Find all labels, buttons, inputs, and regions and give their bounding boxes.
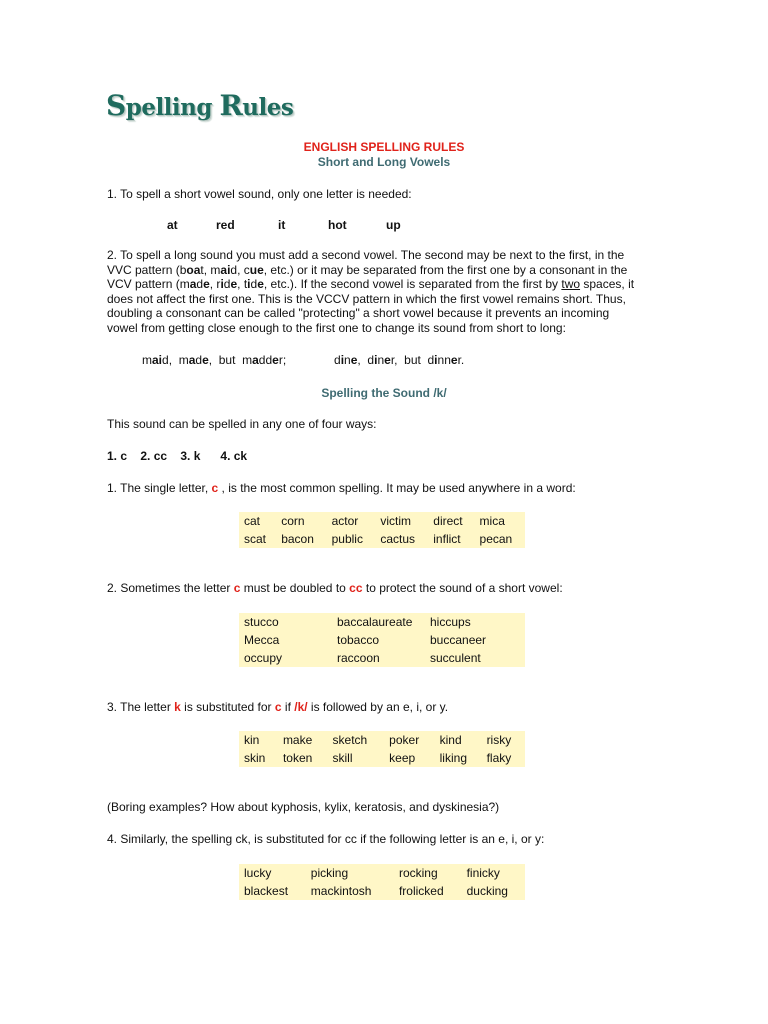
table-row: skin token skill keep liking flaky [244,751,512,765]
page-title: Spelling Rules [106,89,294,122]
example-dine-diner-dinner: dine, diner, but dinner. [334,353,465,367]
table-row: kin make sketch poker kind risky [244,733,512,747]
table-row: scat bacon public cactus inflict pecan [244,532,513,546]
example-maid-made-madder: maid, made, but madder; [142,353,287,367]
word-it: it [278,218,286,232]
table-row: occupy raccoon succulent [244,651,481,665]
table-k-words [239,731,525,767]
rule-cc-text: 2. Sometimes the letter c must be doubled to cc to protect the sound of a short vowel: [107,581,563,595]
word-hot: hot [328,218,347,232]
table-row: cat corn actor victim direct mica [244,514,505,528]
rule-1-text: 1. To spell a short vowel sound, only one letter is needed: [107,187,412,201]
section-heading-k: Spelling the Sound /k/ [321,386,447,400]
word-red: red [216,218,235,232]
table-c-words [239,512,525,548]
four-ways-intro: This sound can be spelled in any one of four ways: [107,417,377,431]
table-row: Mecca tobacco buccaneer [244,633,487,647]
table-ck-words [239,864,525,900]
boring-examples-note: (Boring examples? How about kyphosis, kylix, keratosis, and dyskinesia?) [107,800,500,814]
rule-2-text: 2. To spell a long sound you must add a second vowel. The second may be next to the first, in the VVC pattern (boat, maid, cue, etc.) or it may be separated from the first one by a consonant in the VCV pattern (made, ride, tide, etc.). If the second vowel is separated from the first by two spaces, it does not affect the first one. This is the VCCV pattern in which the first vowel remains short. Thus, doubling a consonant can be called "protecting" a short vowel because it prevents an incoming vowel from getting close enough to the first one to change its sound from short to long: [107,248,635,335]
rule-k-text: 3. The letter k is substituted for c if /k/ is followed by an e, i, or y. [107,700,449,714]
table-cc-words [239,613,525,667]
word-at: at [167,218,178,232]
table-row: blackest mackintosh frolicked ducking [244,884,508,898]
main-heading: ENGLISH SPELLING RULES [303,140,465,154]
table-row: lucky picking rocking finicky [244,866,500,880]
rule-c-text: 1. The single letter, c , is the most common spelling. It may be used anywhere in a word: [107,481,576,495]
sub-heading: Short and Long Vowels [317,155,451,169]
four-ways-options: 1. c 2. cc 3. k 4. ck [107,449,248,463]
table-row: stucco baccalaureate hiccups [244,615,471,629]
word-up: up [386,218,401,232]
rule-ck-text: 4. Similarly, the spelling ck, is substituted for cc if the following letter is an e, i, or y: [107,832,545,846]
